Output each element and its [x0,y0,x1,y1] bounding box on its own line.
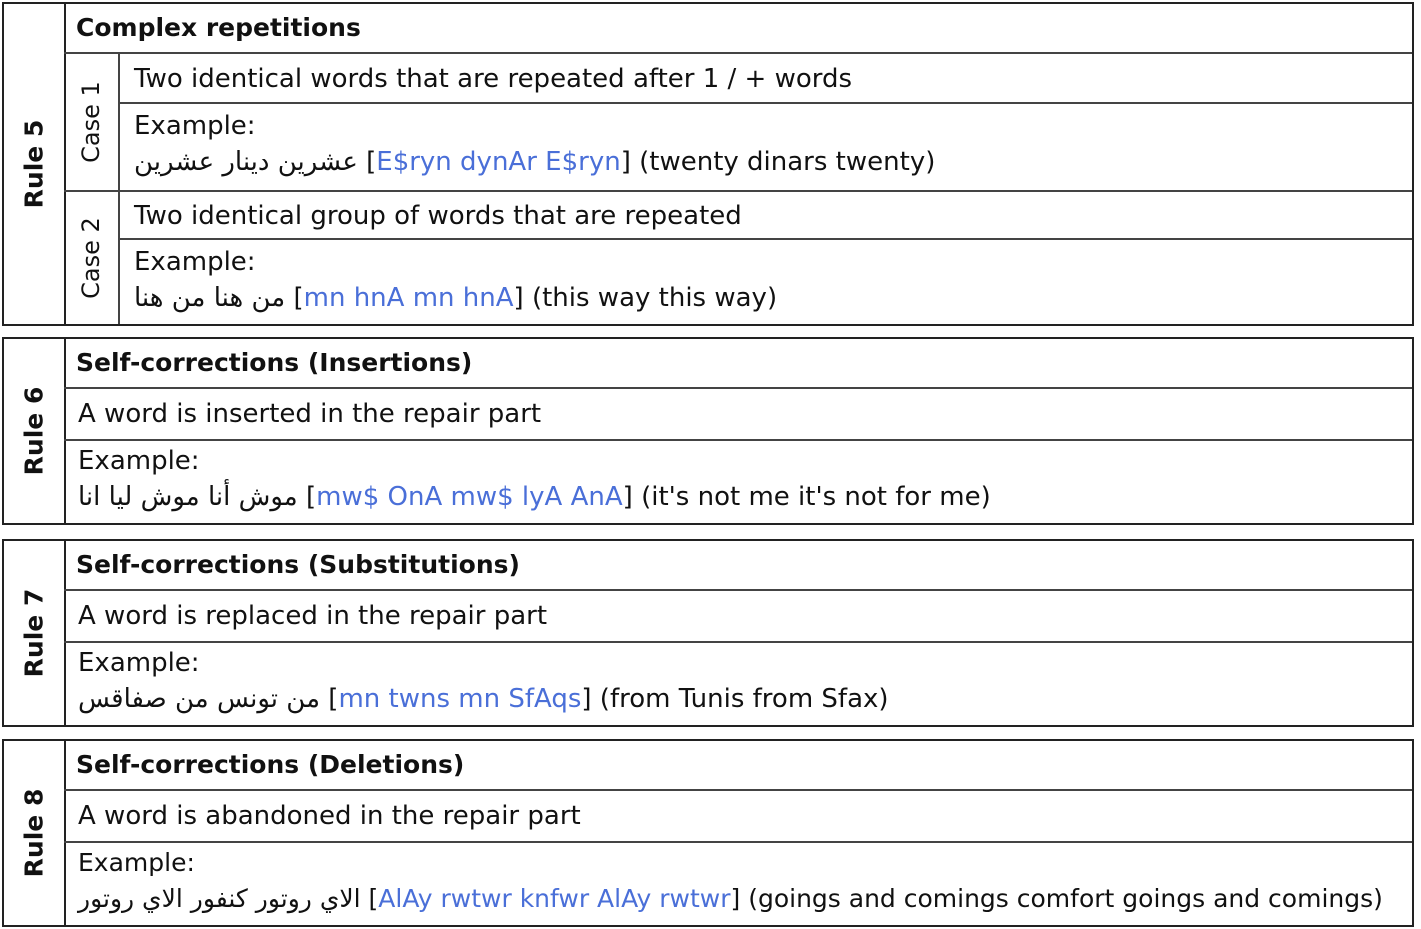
example-block [64,845,1412,917]
case-label-cell [64,54,120,190]
rule-example-row [64,645,1412,725]
rule-example-row [64,845,1412,925]
rule-5-block [2,2,1414,326]
translation: (this way this way) [531,283,778,313]
rule-title: Self-corrections (Insertions) [76,348,473,377]
rule-title-row [64,741,1412,791]
rule-description-row [64,389,1412,441]
case-description: Two identical group of words that are repeated [134,201,742,231]
arabic-text: موش أنا موش ليا انا [78,482,298,512]
rule-6-block [2,337,1414,525]
example-label: Example: [134,247,256,277]
example-label: Example: [78,648,200,678]
rule-label-cell [4,339,66,523]
rule-8-block [2,739,1414,927]
rule-description-row [64,591,1412,643]
case-description-row [120,192,1412,240]
case-2-section [64,192,1412,324]
example-line: موش أنا موش ليا انا [mw$ OnA mw$ lyA AnA] (it's not me it's not for me) [78,479,1412,515]
rule-title-row [64,541,1412,591]
arabic-text: عشرين دينار عشرين [134,147,358,177]
example-label: Example: [134,111,256,141]
example-line: عشرين دينار عشرين [E$ryn dynAr E$ryn] (twenty dinars twenty) [134,144,1412,180]
example-block [120,108,1412,180]
translation: (goings and comings comfort goings and comings) [748,884,1383,913]
example-block [64,443,1412,515]
example-block [64,645,1412,717]
rule-label-cell [4,741,66,925]
example-line: من تونس من صفاقس [mn twns mn SfAqs] (from Tunis from Sfax) [78,681,1412,717]
case-description-row [120,54,1412,104]
transliteration: AlAy rwtwr knfwr AlAy rwtwr [378,884,731,913]
rule-7-block [2,539,1414,727]
arabic-text: الاي روتور كنفور الاي روتور [78,884,361,913]
case-1-section [64,54,1412,192]
rule-description-row [64,791,1412,843]
rule-label: Rule 7 [19,588,49,678]
rule-description: A word is replaced in the repair part [78,601,548,631]
example-label: Example: [78,848,195,877]
rule-title: Self-corrections (Substitutions) [76,550,520,579]
case-label: Case 1 [77,81,105,163]
transliteration: mn twns mn SfAqs [338,684,582,714]
rule-label: Rule 6 [19,386,49,476]
translation: (twenty dinars twenty) [639,147,936,177]
arabic-text: من هنا من هنا [134,283,286,313]
rule-example-row [64,443,1412,523]
transliteration: mw$ OnA mw$ lyA AnA [316,482,623,512]
rule-title: Complex repetitions [76,13,361,42]
rule-title: Self-corrections (Deletions) [76,750,465,779]
translation: (from Tunis from Sfax) [599,684,889,714]
rule-description: A word is inserted in the repair part [78,399,542,429]
transliteration: mn hnA mn hnA [303,283,514,313]
rule-description: A word is abandoned in the repair part [78,801,581,831]
case-label: Case 2 [77,217,105,299]
arabic-text: من تونس من صفاقس [78,684,321,714]
rule-label: Rule 8 [19,788,49,878]
rule-label-cell [4,541,66,725]
case-example-row [120,244,1412,324]
rule-title-row [64,4,1412,54]
rule-label-cell [4,4,66,324]
example-line: الاي روتور كنفور الاي روتور [AlAy rwtwr knfwr AlAy rwtwr] (goings and comings comfort goings and comings) [78,881,1412,917]
case-description: Two identical words that are repeated after 1 / + words [134,64,853,94]
translation: (it's not me it's not for me) [641,482,991,512]
rule-label: Rule 5 [19,119,49,209]
case-label-cell [64,192,120,324]
case-example-row [120,108,1412,190]
example-block [120,244,1412,316]
rule-title-row [64,339,1412,389]
example-label: Example: [78,446,200,476]
example-line: من هنا من هنا [mn hnA mn hnA] (this way this way) [134,280,1412,316]
transliteration: E$ryn dynAr E$ryn [376,147,621,177]
